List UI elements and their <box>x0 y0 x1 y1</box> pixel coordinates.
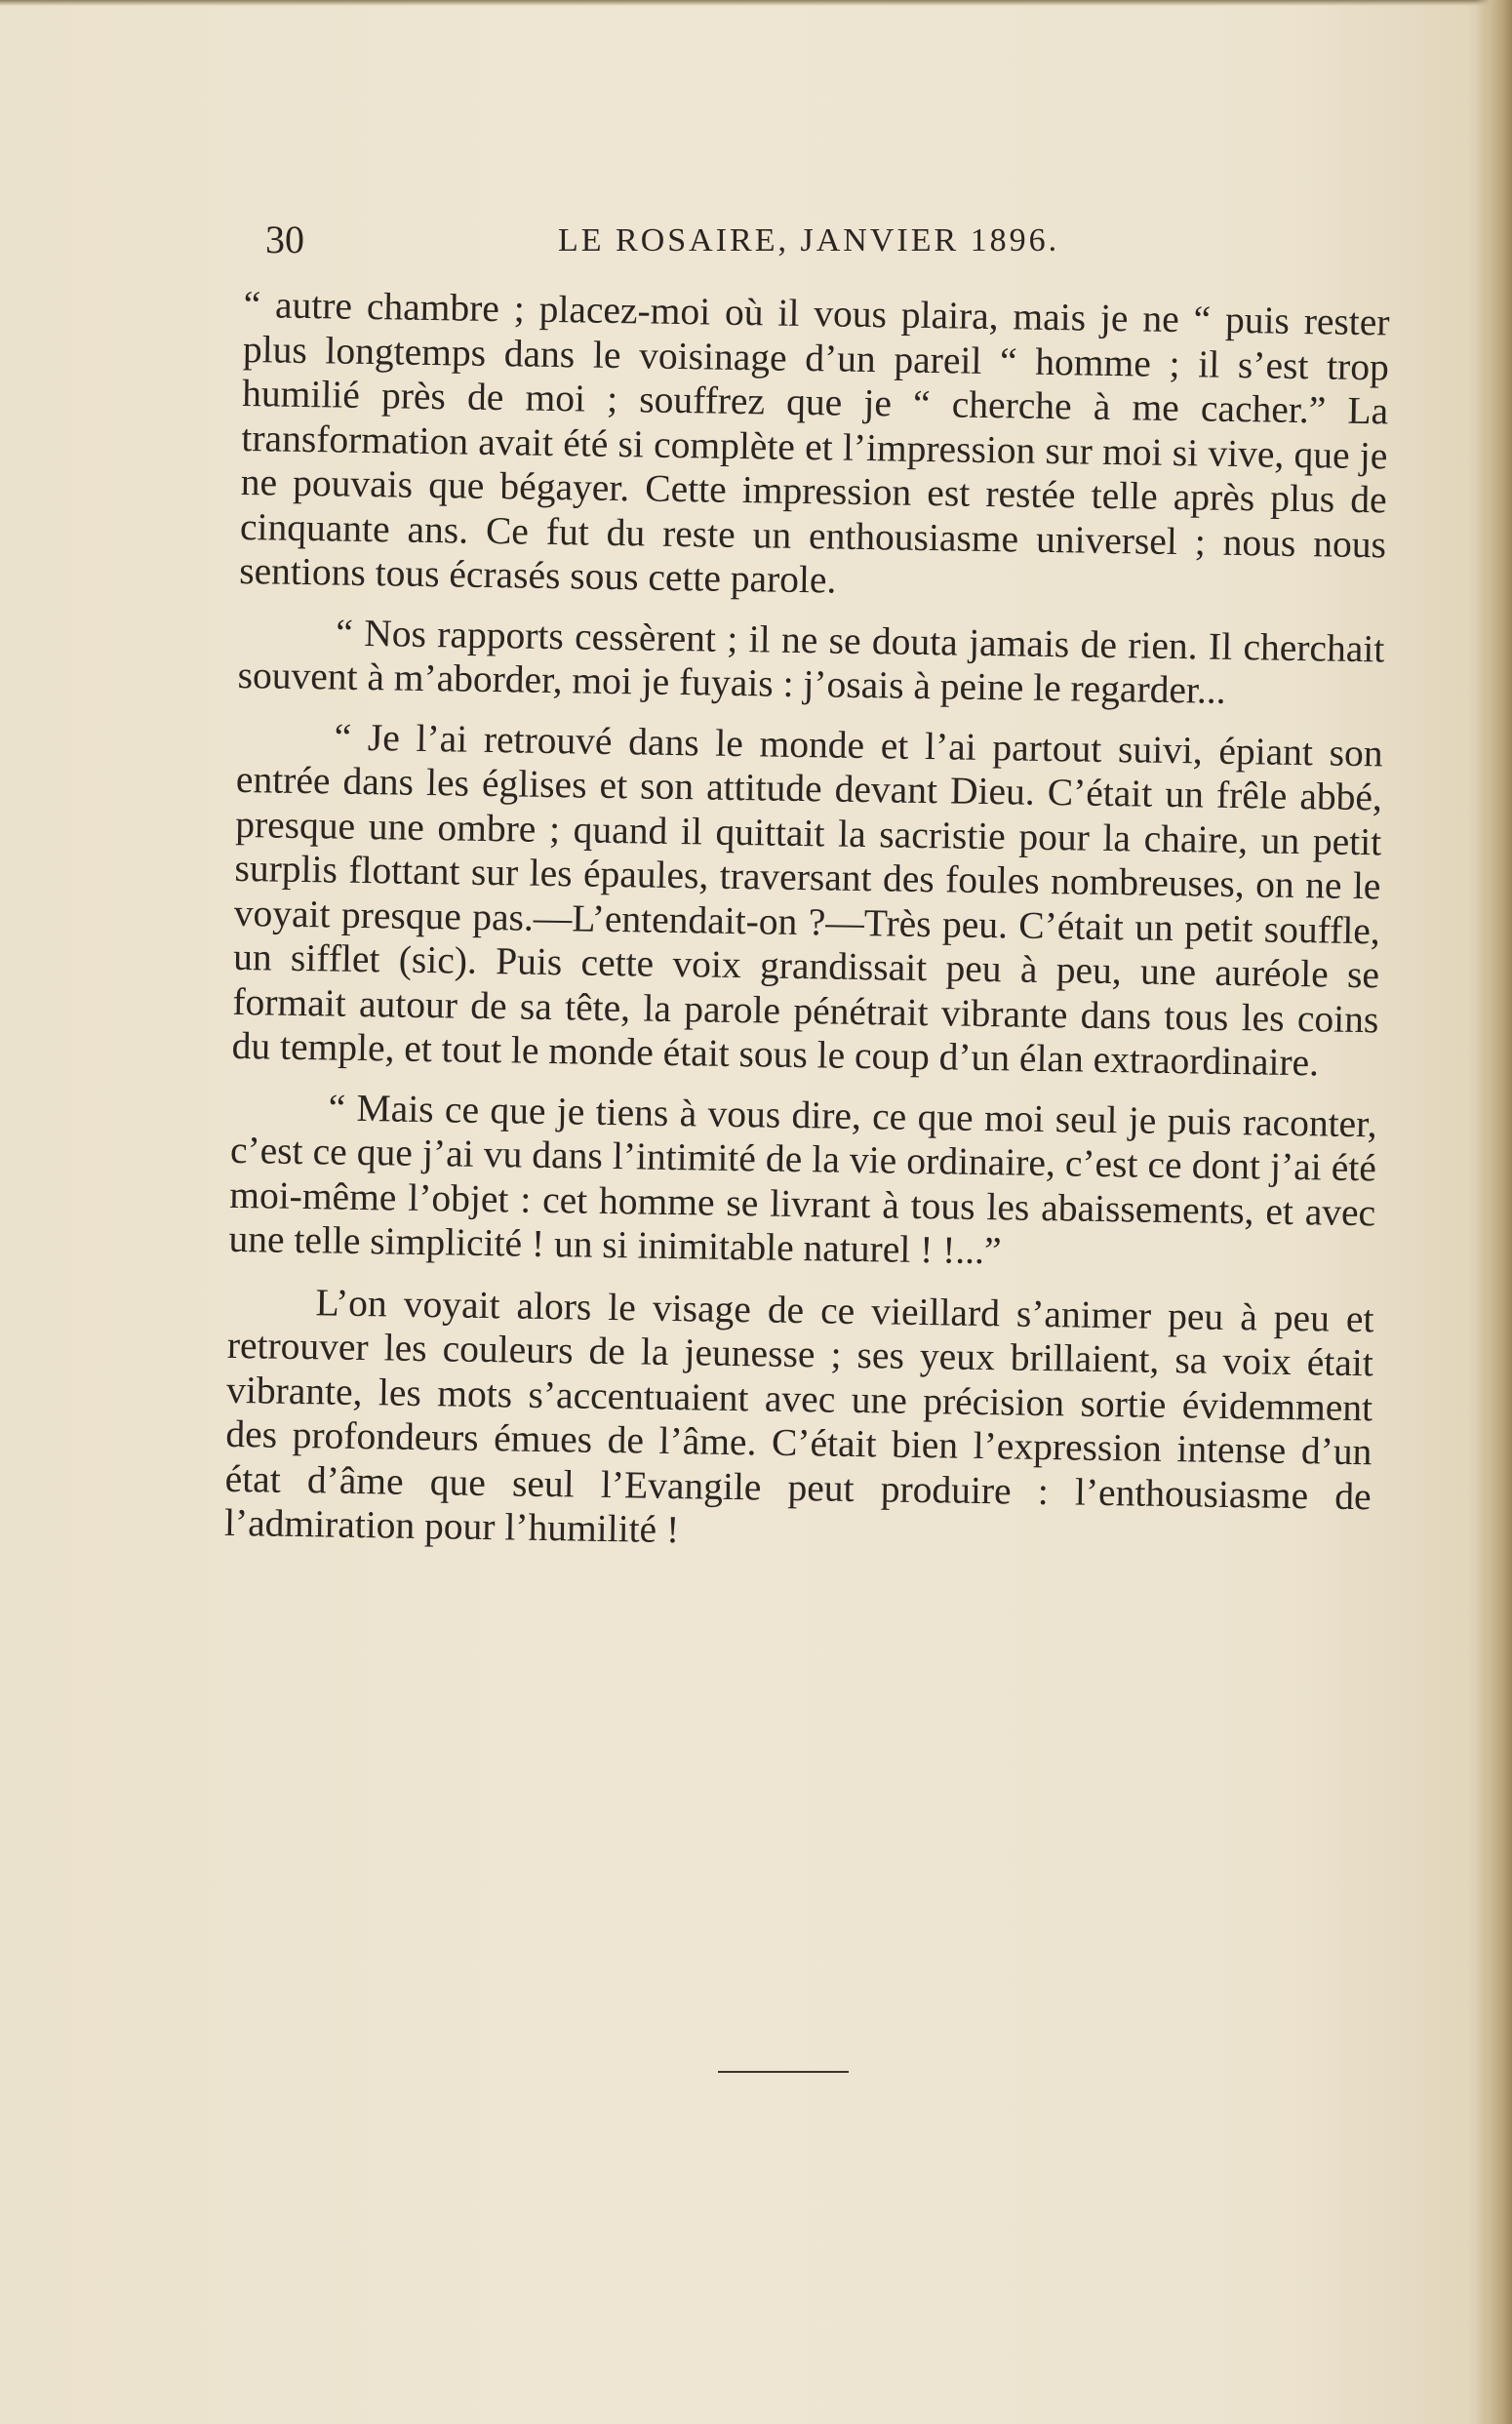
page-number: 30 <box>265 218 304 261</box>
body-text <box>224 283 1390 1564</box>
page-top-edge <box>0 0 1512 6</box>
paragraph-1: “ autre chambre ; placez-moi où il vous plaira, mais je ne “ puis rester plus longtemps dans le voisinage d’un pareil “ homme ; il s’est trop humilié près de moi ; souffrez que je “ cherche à me cacher.” La transformation avait été si complète et l’impression sur moi si vive, que je ne pouvais que bégayer. Cette impression est restée telle après plus de cinquante ans. Ce fut du reste un enthousiasme universel ; nous nous sentions tous écrasés sous cette parole. <box>239 283 1390 602</box>
running-title: LE ROSAIRE, JANVIER 1896. <box>558 222 1060 258</box>
running-header <box>265 217 1104 271</box>
paragraph-3: “ Je l’ai retrouvé dans le monde et l’ai partout suivi, épiant son entrée dans les églises et son attitude devant Dieu. C’était un frêle abbé, presque une ombre ; quand il quittait la sacristie pour la chaire, un petit surplis flottant sur les épaules, traversant des foules nombreuses, on ne le voyait presque pas.—L’entendait-on ?—Très peu. C’était un petit souffle, un sifflet (sic). Puis cette voix grandissait peu à peu, une auréole se formait autour de sa tête, la parole pénétrait vibrante dans tous les coins du temple, et tout le monde était sous le coup d’un élan extraordinaire. <box>231 715 1383 1085</box>
paragraph-2: “ Nos rapports cessèrent ; il ne se douta jamais de rien. Il cherchait souvent à m’aborder, moi je fuyais : j’osais à peine le regarder... <box>237 611 1385 712</box>
page-gutter-shadow <box>1475 0 1512 2424</box>
section-end-rule <box>718 2071 849 2073</box>
paragraph-4: “ Mais ce que je tiens à vous dire, ce que moi seul je puis raconter, c’est ce que j’ai vu dans l’intimité de la vie ordinaire, c’est ce dont j’ai été moi-même l’objet : cet homme se livrant à tous les abaissements, et avec une telle simplicité ! un si inimitable naturel ! !...” <box>228 1085 1377 1273</box>
paragraph-5: L’on voyait alors le visage de ce vieillard s’animer peu à peu et retrouver les couleurs de la jeunesse ; ses yeux brillaient, sa voix était vibrante, les mots s’accentuaient avec une précision sortie évidemment des profondeurs émues de l’âme. C’était bien l’expression intense d’un état d’âme que seul l’Evangile peut produire : l’enthousiasme de l’admiration pour l’humilité ! <box>223 1280 1374 1552</box>
